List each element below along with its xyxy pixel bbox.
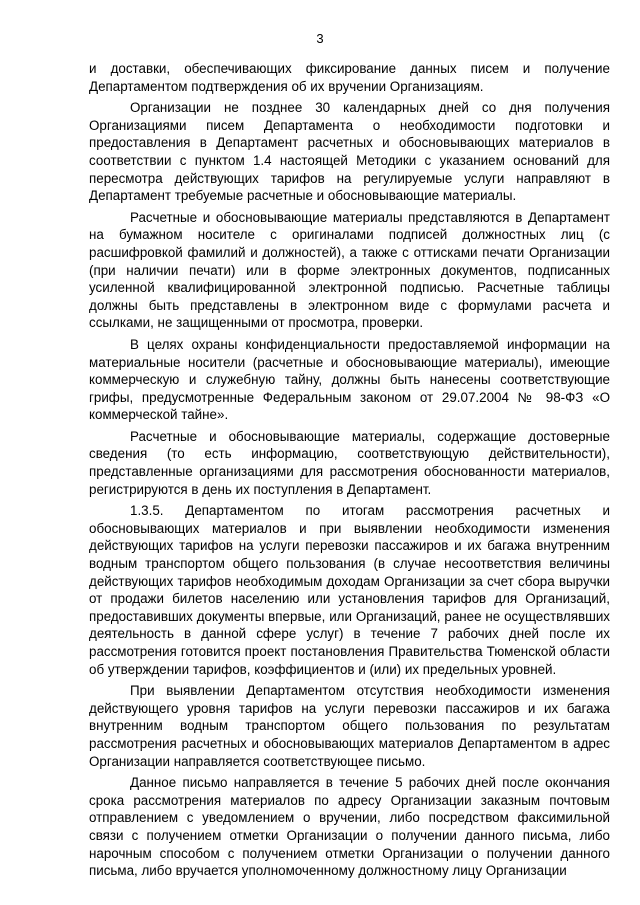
paragraph-clause-1-3-5: 1.3.5. Департаментом по итогам рассмотрения расчетных и обосновывающих материалов и при выявлении необходимости изменения действующих тарифов на услуги перевозки пассажиров и их багажа внутренним водным транспортом общего пользования (в случае несоответствия величины действующих тарифов необходимым доходам Организации за счет сбора выручки от продажи билетов населению или установления тарифов для Организаций, предоставивших документы впервые, или Организаций, ранее не осуществлявших деятельность в данной сфере услуг) в течение 7 рабочих дней после их рассмотрения готовится проект постановления Правительства Тюменской области об утверждении тарифов, коэффициентов и (или) их предельных уровней. <box>89 503 610 677</box>
paragraph-submission-format: Расчетные и обосновывающие материалы представляются в Департамент на бумажном носителе с оригиналами подписей должностных лиц (с расшифровкой фамилий и должностей), а также с оттисками печати Организации (при наличии печати) или в форме электронных документов, подписанных усиленной квалифицированной электронной подписью. Расчетные таблицы должны быть представлены в электронном виде с формулами расчета и ссылками, не защищенными от просмотра, проверки. <box>89 209 610 331</box>
paragraph-letter-delivery: Данное письмо направляется в течение 5 рабочих дней после окончания срока рассмотрения материалов по адресу Организации заказным почтовым отправлением с уведомлением о вручении, либо посредством факсимильной связи с получением отметки Организации о получении данного письма, либо нарочным способом с получением отметки Организации о получении данного письма, либо вручается уполномоченному должностному лицу Организации <box>89 775 610 879</box>
page-number: 3 <box>316 31 324 46</box>
document-body <box>89 60 610 884</box>
paragraph-deadline-submission: Организации не позднее 30 календарных дней со дня получения Организациями писем Департамента о необходимости подготовки и предоставления в Департамент расчетных и обосновывающих материалов в соответствии с пунктом 1.4 настоящей Методики с указанием оснований для пересмотра действующих тарифов на регулируемые услуги направляют в Департамент требуемые расчетные и обосновывающие материалы. <box>89 100 610 204</box>
paragraph-continuation: и доставки, обеспечивающих фиксирование данных писем и получение Департаментом подтверждения об их вручении Организациям. <box>89 61 610 94</box>
paragraph-confidentiality: В целях охраны конфиденциальности предоставляемой информации на материальные носители (расчетные и обосновывающие материалы), имеющие коммерческую и служебную тайну, должны быть нанесены соответствующие грифы, предусмотренные Федеральным законом от 29.07.2004 № 98-ФЗ «О коммерческой тайне». <box>89 336 610 423</box>
paragraph-no-change-needed: При выявлении Департаментом отсутствия необходимости изменения действующего уровня тарифов на услуги перевозки пассажиров и их багажа внутренним водным транспортом общего пользования по результатам рассмотрения расчетных и обосновывающих материалов Департаментом в адрес Организации направляется соответствующее письмо. <box>89 683 610 769</box>
paragraph-registration: Расчетные и обосновывающие материалы, содержащие достоверные сведения (то есть информацию, соответствующую действительности), представленные организациями для рассмотрения обоснованности материалов, регистрируются в день их поступления в Департамент. <box>89 428 610 497</box>
